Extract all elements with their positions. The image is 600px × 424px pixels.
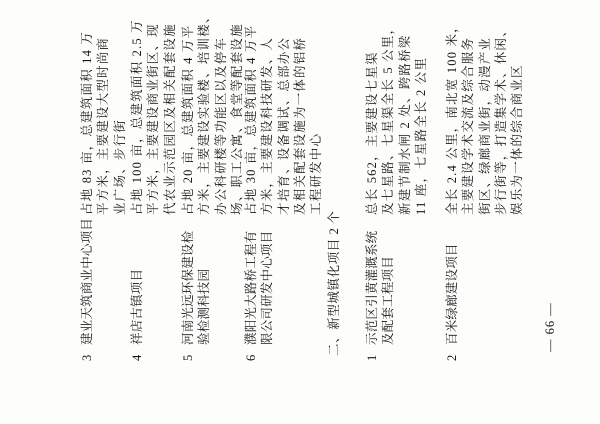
description-line: 办公科研楼等功能区以及停车 <box>213 36 228 215</box>
project-name <box>243 217 276 345</box>
description-line: 占地 30 亩，总建筑面积 4 万平 <box>244 24 258 215</box>
row-number: 3 <box>80 354 94 361</box>
description-line: 方米，主要建设科技研发、人 <box>260 36 275 215</box>
description-line: 方米，主要建设实验楼、培训楼、 <box>197 9 212 215</box>
description-line: 步行街等，打造集学术、休闲、 <box>493 23 508 215</box>
project-description <box>180 9 245 215</box>
description-line: 11 座，七星路全长 2 公里 <box>413 56 428 215</box>
project-description <box>444 20 525 215</box>
description-line: 街区、绿廊商业街，动漫产业 <box>477 36 492 215</box>
description-line: 业广场、步行街 <box>112 119 127 215</box>
description-line: 代农业示范园区及相关配套设施 <box>162 23 177 215</box>
project-name-line: 及配套工程项目 <box>381 256 396 345</box>
description-line: 及相关配套设施为一体的铝桥 <box>292 36 307 215</box>
page-number: — 66 — <box>543 302 557 352</box>
project-description <box>243 20 324 215</box>
description-line: 主要建设学术交流及综合服务 <box>461 36 476 215</box>
project-name-line: 示范区引黄灌溉系统 <box>365 230 379 345</box>
row-number: 6 <box>244 354 258 361</box>
row-number: 4 <box>130 354 144 361</box>
project-name <box>79 217 95 345</box>
description-line: 娱乐为一体的综合商业区 <box>510 64 525 215</box>
project-name <box>444 217 460 345</box>
project-description <box>79 20 128 215</box>
project-name-line: 建业天筑商业中心项目 <box>80 217 94 345</box>
project-name-line: 验检测科技园 <box>197 268 212 345</box>
project-name-line: 限公司研发中心项目 <box>260 230 275 345</box>
project-name <box>129 217 145 345</box>
description-line: 占地 20 亩，总建筑面积 4 万平 <box>181 24 195 215</box>
project-name-line: 濮阳光大路桥工程有 <box>244 230 258 345</box>
description-line: 全长 2.4 公里，南北宽 100 米， <box>445 19 459 215</box>
description-line: 占地 100 亩，总建筑面积 2.5 万 <box>130 19 144 215</box>
project-name-line: 河南光远环保建设检 <box>181 230 195 345</box>
section-heading: 二、新型城镇化项目 2 个 <box>327 210 341 356</box>
project-description <box>364 20 429 215</box>
project-name-line: 祥店古镇项目 <box>130 268 144 345</box>
description-line: 平方米，主要建设商业街区、现 <box>146 23 161 215</box>
description-line: 新建节制水闸 2 处、跨路桥梁 <box>397 34 412 215</box>
row-number: 1 <box>365 354 379 361</box>
description-line: 工程研发中心 <box>309 132 324 215</box>
description-line: 占地 83 亩，总建筑面积 14 万 <box>80 30 94 215</box>
description-line: 总长 562，主要建设七星渠 <box>365 51 379 215</box>
description-line: 才培育、设备调试、总部办公 <box>276 36 291 215</box>
project-description <box>129 20 178 215</box>
description-line: 及七星路、七星渠全长 5 公里， <box>381 20 396 215</box>
project-name <box>364 217 397 345</box>
row-number: 2 <box>445 354 459 361</box>
description-line: 场、职工公寓、食堂等配套设施 <box>229 23 244 215</box>
project-name-line: 百米绿廊建设项目 <box>445 243 459 345</box>
project-name <box>180 217 213 345</box>
row-number: 5 <box>181 354 195 361</box>
description-line: 平方米，主要建设大型时尚商 <box>96 36 111 215</box>
